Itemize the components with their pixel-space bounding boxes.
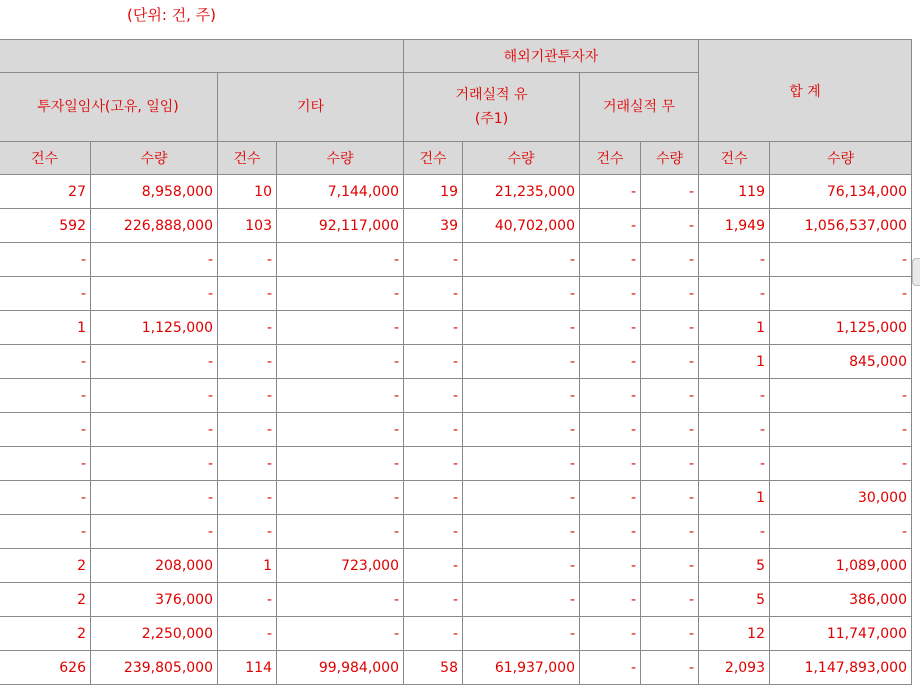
quantity-cell: -: [770, 447, 912, 481]
unit-label: (단위: 건, 주): [127, 6, 217, 24]
quantity-cell: 21,235,000: [463, 175, 580, 209]
quantity-cell: -: [463, 617, 580, 651]
table-row: [0, 651, 912, 685]
count-cell: 2: [0, 583, 91, 617]
count-cell: -: [0, 277, 91, 311]
count-cell: 10: [218, 175, 277, 209]
quantity-cell: -: [277, 277, 404, 311]
quantity-cell: -: [91, 413, 218, 447]
count-cell: -: [580, 617, 641, 651]
count-cell: 2,093: [699, 651, 770, 685]
header-total: 합 계: [699, 40, 912, 142]
count-cell: -: [580, 447, 641, 481]
quantity-cell: -: [641, 345, 699, 379]
count-cell: 5: [699, 549, 770, 583]
table-row: [0, 549, 912, 583]
count-cell: -: [580, 345, 641, 379]
count-cell: -: [218, 311, 277, 345]
count-cell: 114: [218, 651, 277, 685]
quantity-cell: -: [641, 651, 699, 685]
count-cell: 1: [699, 481, 770, 515]
quantity-cell: -: [770, 243, 912, 277]
count-cell: -: [218, 515, 277, 549]
count-cell: 2: [0, 617, 91, 651]
quantity-cell: -: [91, 277, 218, 311]
quantity-cell: -: [463, 515, 580, 549]
subheader-quantity: 수량: [641, 142, 699, 175]
quantity-cell: 1,125,000: [770, 311, 912, 345]
quantity-cell: -: [277, 345, 404, 379]
table-row: [0, 311, 912, 345]
quantity-cell: -: [641, 209, 699, 243]
count-cell: -: [404, 379, 463, 413]
count-cell: -: [699, 277, 770, 311]
count-cell: -: [404, 583, 463, 617]
count-cell: 19: [404, 175, 463, 209]
quantity-cell: -: [277, 243, 404, 277]
count-cell: -: [699, 515, 770, 549]
quantity-cell: 8,958,000: [91, 175, 218, 209]
subheader-count: 건수: [404, 142, 463, 175]
count-cell: -: [580, 175, 641, 209]
quantity-cell: -: [463, 243, 580, 277]
count-cell: -: [404, 515, 463, 549]
count-cell: 2: [0, 549, 91, 583]
quantity-cell: 76,134,000: [770, 175, 912, 209]
quantity-cell: -: [770, 515, 912, 549]
count-cell: -: [404, 617, 463, 651]
quantity-cell: -: [641, 413, 699, 447]
count-cell: 12: [699, 617, 770, 651]
quantity-cell: 30,000: [770, 481, 912, 515]
quantity-cell: -: [463, 583, 580, 617]
count-cell: -: [0, 481, 91, 515]
header-other: 기타: [218, 73, 404, 142]
quantity-cell: 1,056,537,000: [770, 209, 912, 243]
count-cell: -: [0, 379, 91, 413]
quantity-cell: -: [641, 379, 699, 413]
quantity-cell: 7,144,000: [277, 175, 404, 209]
count-cell: -: [218, 583, 277, 617]
subheader-quantity: 수량: [91, 142, 218, 175]
count-cell: 27: [0, 175, 91, 209]
count-cell: -: [404, 481, 463, 515]
count-cell: -: [580, 311, 641, 345]
count-cell: -: [404, 243, 463, 277]
quantity-cell: -: [641, 515, 699, 549]
quantity-cell: 1,147,893,000: [770, 651, 912, 685]
header-trade-record-yes-line2: (주1): [474, 111, 509, 127]
quantity-cell: 845,000: [770, 345, 912, 379]
quantity-cell: -: [91, 243, 218, 277]
count-cell: -: [404, 277, 463, 311]
header-trade-record-yes: [404, 73, 580, 142]
subheader-count: 건수: [699, 142, 770, 175]
quantity-cell: 2,250,000: [91, 617, 218, 651]
count-cell: -: [404, 345, 463, 379]
subheader-count: 건수: [0, 142, 91, 175]
count-cell: 39: [404, 209, 463, 243]
count-cell: -: [580, 481, 641, 515]
quantity-cell: -: [641, 447, 699, 481]
quantity-cell: -: [91, 447, 218, 481]
quantity-cell: -: [277, 447, 404, 481]
subheader-count: 건수: [218, 142, 277, 175]
quantity-cell: -: [463, 447, 580, 481]
count-cell: -: [0, 345, 91, 379]
quantity-cell: -: [641, 617, 699, 651]
count-cell: -: [580, 515, 641, 549]
count-cell: 626: [0, 651, 91, 685]
table-row: [0, 515, 912, 549]
table-row: [0, 617, 912, 651]
quantity-cell: 99,984,000: [277, 651, 404, 685]
count-cell: -: [404, 549, 463, 583]
header-investment-advisor: 투자일임사(고유, 일임): [0, 73, 218, 142]
table-row: [0, 175, 912, 209]
table-row: [0, 379, 912, 413]
count-cell: -: [580, 277, 641, 311]
header-blank-group: [0, 40, 404, 73]
count-cell: -: [580, 651, 641, 685]
quantity-cell: -: [463, 549, 580, 583]
count-cell: -: [699, 379, 770, 413]
table-row: [0, 209, 912, 243]
count-cell: 1: [218, 549, 277, 583]
table-row: [0, 481, 912, 515]
quantity-cell: 376,000: [91, 583, 218, 617]
quantity-cell: -: [277, 311, 404, 345]
quantity-cell: -: [463, 311, 580, 345]
quantity-cell: -: [641, 311, 699, 345]
table-row: [0, 243, 912, 277]
quantity-cell: -: [463, 277, 580, 311]
count-cell: -: [580, 413, 641, 447]
quantity-cell: 1,125,000: [91, 311, 218, 345]
count-cell: -: [218, 345, 277, 379]
count-cell: 103: [218, 209, 277, 243]
count-cell: -: [218, 413, 277, 447]
quantity-cell: -: [641, 277, 699, 311]
quantity-cell: -: [277, 583, 404, 617]
count-cell: -: [218, 447, 277, 481]
count-cell: -: [404, 447, 463, 481]
quantity-cell: -: [463, 379, 580, 413]
table-row: [0, 277, 912, 311]
subheader-quantity: 수량: [770, 142, 912, 175]
count-cell: 1: [699, 345, 770, 379]
quantity-cell: 723,000: [277, 549, 404, 583]
count-cell: -: [404, 413, 463, 447]
allocation-table: [0, 39, 912, 685]
quantity-cell: -: [91, 379, 218, 413]
count-cell: -: [699, 243, 770, 277]
scroll-handle[interactable]: [912, 258, 920, 286]
quantity-cell: -: [91, 515, 218, 549]
count-cell: -: [580, 583, 641, 617]
count-cell: -: [699, 413, 770, 447]
count-cell: -: [580, 379, 641, 413]
quantity-cell: 208,000: [91, 549, 218, 583]
count-cell: -: [218, 379, 277, 413]
count-cell: -: [404, 311, 463, 345]
count-cell: -: [580, 243, 641, 277]
quantity-cell: 1,089,000: [770, 549, 912, 583]
count-cell: -: [218, 481, 277, 515]
count-cell: -: [218, 243, 277, 277]
header-trade-record-no: 거래실적 무: [580, 73, 699, 142]
quantity-cell: -: [770, 379, 912, 413]
quantity-cell: -: [641, 175, 699, 209]
quantity-cell: -: [91, 345, 218, 379]
quantity-cell: 92,117,000: [277, 209, 404, 243]
table-row: [0, 345, 912, 379]
quantity-cell: -: [463, 413, 580, 447]
count-cell: 592: [0, 209, 91, 243]
count-cell: -: [580, 209, 641, 243]
quantity-cell: -: [770, 413, 912, 447]
quantity-cell: -: [770, 277, 912, 311]
quantity-cell: 386,000: [770, 583, 912, 617]
count-cell: 1: [0, 311, 91, 345]
quantity-cell: 226,888,000: [91, 209, 218, 243]
count-cell: -: [0, 447, 91, 481]
count-cell: -: [218, 617, 277, 651]
quantity-cell: 11,747,000: [770, 617, 912, 651]
quantity-cell: -: [277, 515, 404, 549]
quantity-cell: -: [641, 243, 699, 277]
quantity-cell: -: [91, 481, 218, 515]
count-cell: 1,949: [699, 209, 770, 243]
subheader-quantity: 수량: [463, 142, 580, 175]
count-cell: -: [0, 413, 91, 447]
count-cell: -: [0, 515, 91, 549]
count-cell: 119: [699, 175, 770, 209]
quantity-cell: 239,805,000: [91, 651, 218, 685]
header-trade-record-yes-line1: 거래실적 유: [455, 87, 528, 103]
quantity-cell: -: [277, 617, 404, 651]
quantity-cell: 61,937,000: [463, 651, 580, 685]
table-row: [0, 583, 912, 617]
subheader-quantity: 수량: [277, 142, 404, 175]
count-cell: -: [218, 277, 277, 311]
quantity-cell: -: [277, 413, 404, 447]
quantity-cell: -: [641, 583, 699, 617]
count-cell: -: [0, 243, 91, 277]
count-cell: 5: [699, 583, 770, 617]
quantity-cell: -: [641, 549, 699, 583]
quantity-cell: -: [277, 481, 404, 515]
quantity-cell: -: [463, 481, 580, 515]
quantity-cell: -: [463, 345, 580, 379]
quantity-cell: 40,702,000: [463, 209, 580, 243]
table-row: [0, 447, 912, 481]
count-cell: 58: [404, 651, 463, 685]
count-cell: -: [580, 549, 641, 583]
header-foreign-institutional: 해외기관투자자: [404, 40, 699, 73]
subheader-count: 건수: [580, 142, 641, 175]
table-row: [0, 413, 912, 447]
count-cell: -: [699, 447, 770, 481]
quantity-cell: -: [277, 379, 404, 413]
quantity-cell: -: [641, 481, 699, 515]
table-body: [0, 175, 912, 685]
count-cell: 1: [699, 311, 770, 345]
